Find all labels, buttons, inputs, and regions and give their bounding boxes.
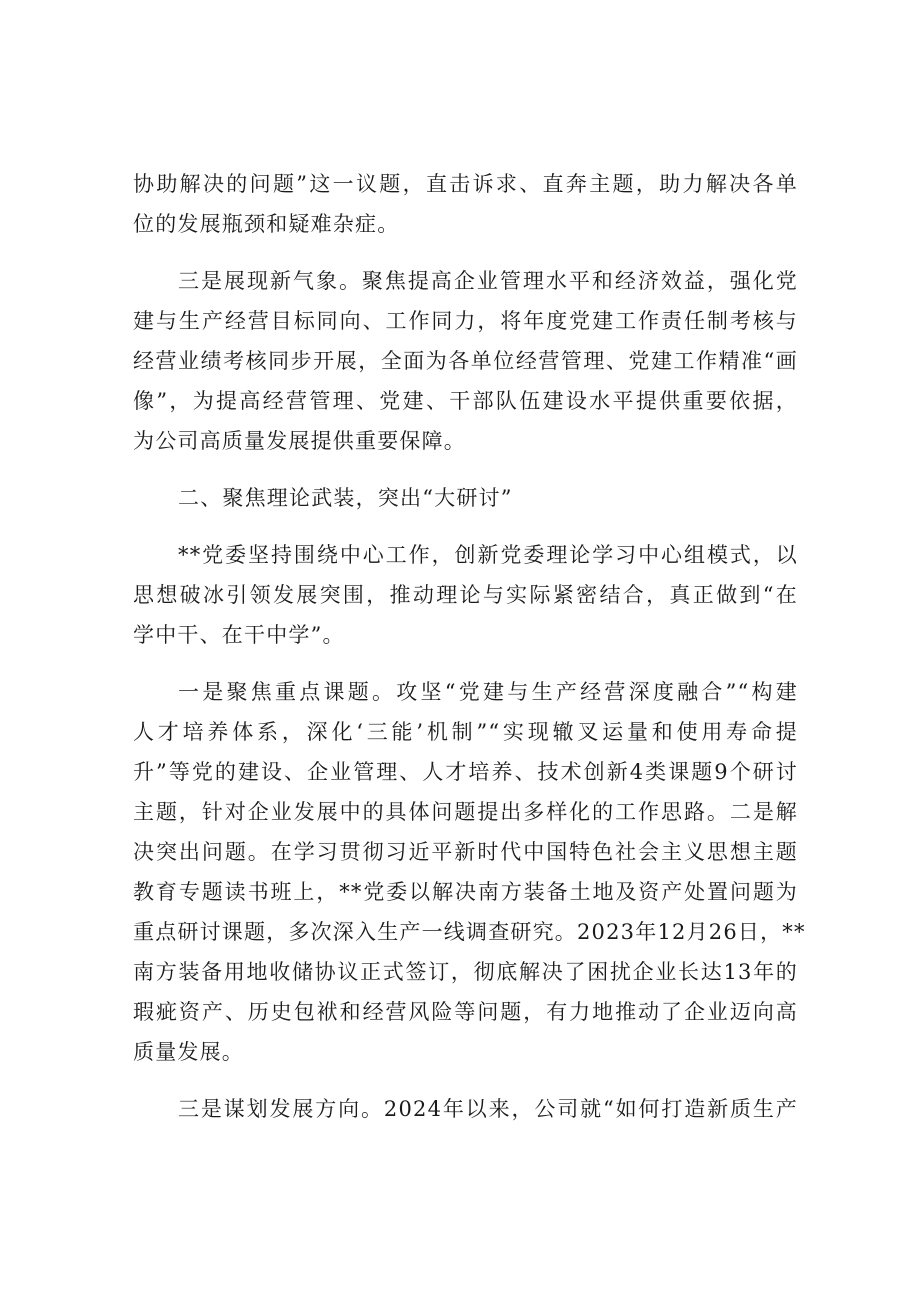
text-line: 重点研讨课题，多次深入生产一线调查研究。2023年12月26日，** [133, 920, 806, 944]
text-line: 南方装备用地收储协议正式签订，彻底解决了困扰企业长达13年的 [133, 960, 798, 984]
text-line: 升”等党的建设、企业管理、人才培养、技术创新4类课题9个研讨 [133, 760, 798, 784]
text-line: 学中干、在干中学”。 [133, 623, 345, 647]
paragraph-first-line: 三是展现新气象。聚焦提高企业管理水平和经济效益，强化党 [178, 269, 798, 293]
text-line: 建与生产经营目标同向、工作同力，将年度党建工作责任制考核与 [133, 309, 798, 333]
paragraph-first-line: 三是谋划发展方向。2024年以来，公司就“如何打造新质生产 [178, 1097, 798, 1121]
text-line: 为公司高质量发展提供重要保障。 [133, 429, 466, 453]
paragraph-first-line: 一是聚焦重点课题。攻坚“党建与生产经营深度融合”“构建 [178, 680, 798, 704]
text-line: 质量发展。 [133, 1040, 244, 1064]
text-line: 思想破冰引领发展突围，推动理论与实际紧密结合，真正做到“在 [133, 583, 798, 607]
text-line: 教育专题读书班上，**党委以解决南方装备土地及资产处置问题为 [133, 880, 798, 904]
text-line: 决突出问题。在学习贯彻习近平新时代中国特色社会主义思想主题 [133, 840, 798, 864]
section-heading: 二、聚焦理论武装，突出“大研讨” [178, 486, 513, 510]
text-line: 瑕疵资产、历史包袱和经营风险等问题，有力地推动了企业迈向高 [133, 1000, 798, 1024]
text-line: 人才培养体系，深化‘三能’机制”“实现辙叉运量和使用寿命提 [133, 720, 798, 744]
paragraph-first-line: **党委坚持围绕中心工作，创新党委理论学习中心组模式，以 [178, 543, 798, 567]
text-line: 协助解决的问题”这一议题，直击诉求、直奔主题，助力解决各单 [133, 172, 798, 196]
text-line: 主题，针对企业发展中的具体问题提出多样化的工作思路。二是解 [133, 800, 798, 824]
text-line: 位的发展瓶颈和疑难杂症。 [133, 212, 400, 236]
text-line: 像”，为提高经营管理、党建、干部队伍建设水平提供重要依据， [133, 389, 798, 413]
text-line: 经营业绩考核同步开展，全面为各单位经营管理、党建工作精准“画 [133, 349, 798, 373]
